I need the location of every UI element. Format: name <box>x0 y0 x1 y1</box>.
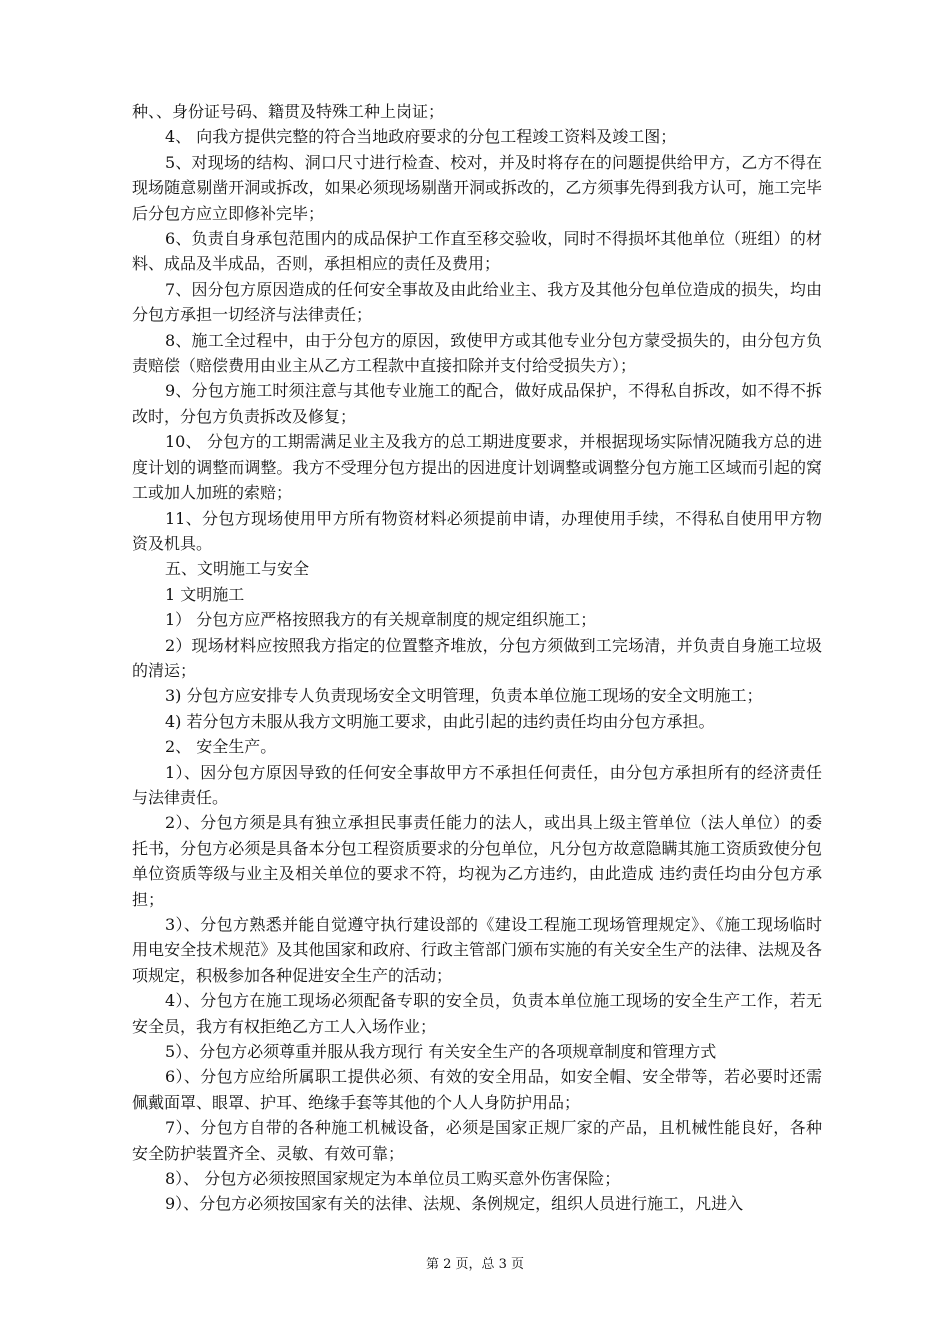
body-paragraph: 8、施工全过程中，由于分包方的原因，致使甲方或其他专业分包方蒙受损失的，由分包方负责赔偿（赔偿费用由业主从乙方工程款中直接扣除并支付给受损失方）； <box>132 330 822 376</box>
body-paragraph: 6）、分包方应给所属职工提供必须、有效的安全用品，如安全帽、安全带等，若必要时还需佩戴面罩、眼罩、护耳、绝缘手套等其他的个人人身防护用品； <box>132 1067 822 1112</box>
body-paragraph: 7）、分包方自带的各种施工机械设备，必须是国家正规厂家的产品，且机械性能良好，各种安全防护装置齐全、灵敏、有效可靠； <box>132 1118 822 1163</box>
body-paragraph: 3) 分包方应安排专人负责现场安全文明管理，负责本单位施工现场的安全文明施工； <box>165 686 763 706</box>
body-paragraph: 2、 安全生产。 <box>165 737 277 757</box>
body-paragraph: 4) 若分包方未服从我方文明施工要求，由此引起的违约责任均由分包方承担。 <box>165 711 715 731</box>
body-paragraph: 9）、分包方必须按国家有关的法律、法规、条例规定，组织人员进行施工，凡进入 <box>165 1194 744 1214</box>
body-paragraph: 6、负责自身承包范围内的成品保护工作直至移交验收，同时不得损坏其他单位（班组）的材料、成品及半成品，否则，承担相应的责任及费用； <box>132 229 822 274</box>
body-paragraph: 1 文明施工 <box>165 584 245 604</box>
body-paragraph: 4）、分包方在施工现场必须配备专职的安全员，负责本单位施工现场的安全生产工作，若无安全员，我方有权拒绝乙方工人入场作业； <box>132 991 822 1036</box>
document-body <box>132 99 822 1217</box>
body-paragraph: 10、 分包方的工期需满足业主及我方的总工期进度要求，并根据现场实际情况随我方总的进度计划的调整而调整。我方不受理分包方提出的因进度计划调整或调整分包方施工区域而引起的窝工或加人加班的索赔； <box>132 432 822 503</box>
body-paragraph: 2）、分包方须是具有独立承担民事责任能力的法人，或出具上级主管单位（法人单位）的委托书，分包方必须是具备本分包工程资质要求的分包单位，凡分包方故意隐瞒其施工资质致使分包单位资质等级与业主及相关单位的要求不符，均视为乙方违约，由此造成 违约责任均由分包方承担； <box>132 813 822 909</box>
body-paragraph: 11、分包方现场使用甲方所有物资材料必须提前申请，办理使用手续，不得私自使用甲方物资及机具。 <box>132 508 822 553</box>
body-paragraph: 2）现场材料应按照我方指定的位置整齐堆放，分包方须做到工完场清，并负责自身施工垃圾的清运； <box>132 635 822 680</box>
body-paragraph: 5）、分包方必须尊重并服从我方现行 有关安全生产的各项规章制度和管理方式 <box>165 1042 717 1062</box>
body-paragraph: 4、 向我方提供完整的符合当地政府要求的分包工程竣工资料及竣工图； <box>165 127 677 147</box>
body-paragraph: 五、文明施工与安全 <box>165 559 310 579</box>
body-paragraph: 种、、身份证号码、籍贯及特殊工种上岗证； <box>132 102 445 121</box>
page-footer <box>0 1257 950 1273</box>
body-paragraph: 1）、因分包方原因导致的任何安全事故甲方不承担任何责任，由分包方承担所有的经济责任与法律责任。 <box>132 762 822 807</box>
page-number-label: 第 2 页，总 3 页 <box>425 1257 525 1272</box>
body-paragraph: 8）、 分包方必须按照国家规定为本单位员工购买意外伤害保险； <box>165 1169 621 1189</box>
body-paragraph: 7、因分包方原因造成的任何安全事故及由此给业主、我方及其他分包单位造成的损失，均由分包方承担一切经济与法律责任； <box>132 279 822 325</box>
body-paragraph: 5、对现场的结构、洞口尺寸进行检查、校对，并及时将存在的问题提供给甲方，乙方不得在现场随意剔凿开洞或拆改，如果必须现场剔凿开洞或拆改的，乙方须事先得到我方认可，施工完毕后分包方应立即修补完毕； <box>132 152 822 223</box>
body-paragraph: 9、分包方施工时须注意与其他专业施工的配合，做好成品保护，不得私自拆改，如不得不拆改时，分包方负责拆改及修复； <box>132 381 822 426</box>
body-paragraph: 3）、分包方熟悉并能自觉遵守执行建设部的《建设工程施工现场管理规定》、《施工现场临时用电安全技术规范》及其他国家和政府、行政主管部门颁布实施的有关安全生产的法律、法规及各项规定，积极参加各种促进安全生产的活动； <box>132 915 822 985</box>
body-paragraph: 1） 分包方应严格按照我方的有关规章制度的规定组织施工； <box>165 610 597 630</box>
